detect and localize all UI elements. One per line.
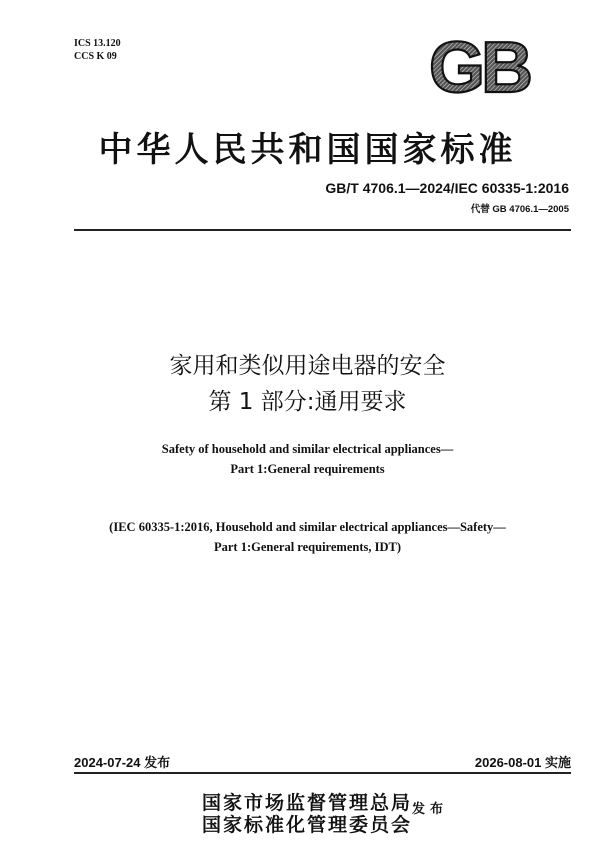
title-cn-line2: 第 1 部分:通用要求 bbox=[208, 389, 407, 415]
gb-logo-text: GB bbox=[429, 35, 529, 97]
standard-title-cn: 中华人民共和国国家标准 bbox=[98, 130, 517, 170]
top-divider bbox=[74, 229, 571, 231]
classification-codes bbox=[74, 37, 121, 63]
replaces-note: 代替 GB 4706.1—2005 bbox=[470, 204, 569, 215]
idt-line2: Part 1:General requirements, IDT) bbox=[214, 540, 401, 554]
bottom-divider bbox=[74, 772, 571, 774]
issuer-sac: 国家标准化管理委员会 bbox=[202, 814, 413, 836]
issuer-samr: 国家市场监督管理总局 bbox=[202, 792, 413, 814]
implement-date: 2026-08-01 实施 bbox=[474, 755, 571, 770]
title-en-line2: Part 1:General requirements bbox=[230, 462, 385, 476]
publish-label: 发布 bbox=[412, 802, 449, 817]
ics-code: ICS 13.120 bbox=[74, 38, 121, 49]
title-en-line1: Safety of household and similar electrical appliances— bbox=[161, 442, 454, 456]
idt-line1: (IEC 60335-1:2016, Household and similar electrical appliances—Safety— bbox=[109, 520, 506, 534]
gb-logo bbox=[418, 35, 540, 97]
ccs-code: CCS K 09 bbox=[74, 51, 117, 62]
title-cn-line1: 家用和类似用途电器的安全 bbox=[169, 353, 446, 379]
issue-date: 2024-07-24 发布 bbox=[74, 755, 171, 770]
standard-number: GB/T 4706.1—2024/IEC 60335-1:2016 bbox=[325, 180, 569, 196]
